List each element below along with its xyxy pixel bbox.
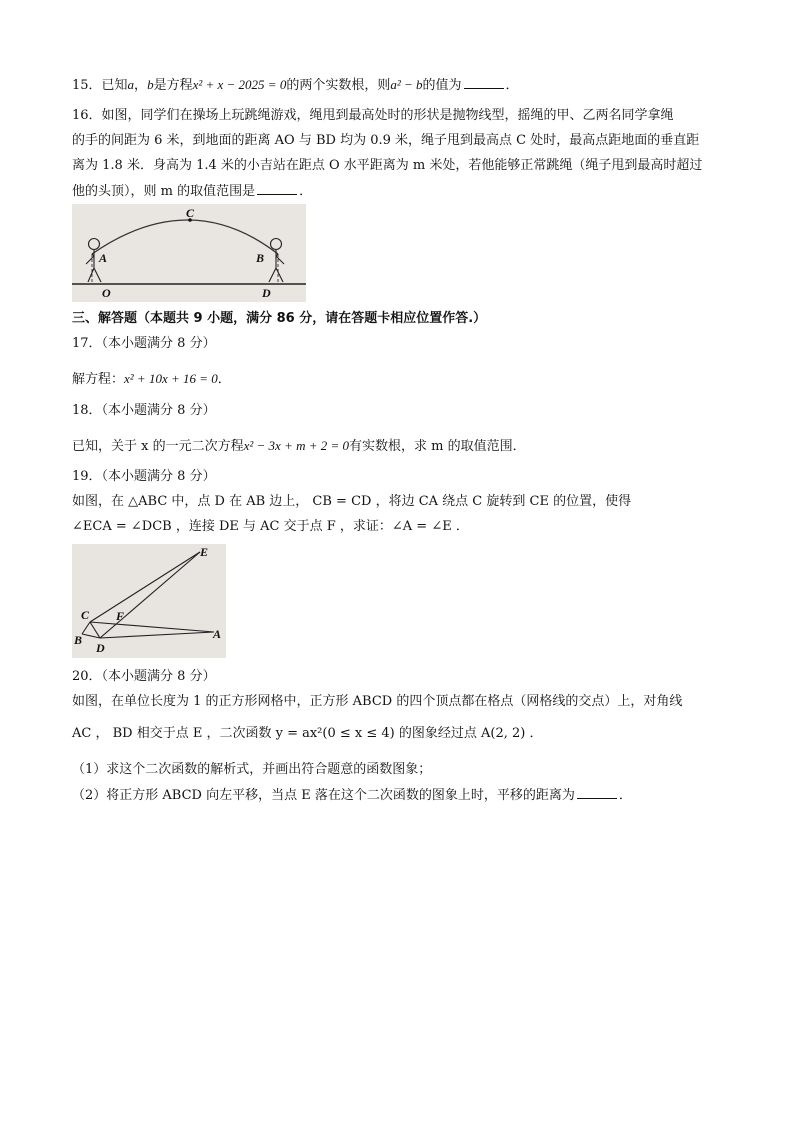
q20-head: 20．（本小题满分 8 分） (72, 669, 216, 684)
jump-rope-figure (72, 204, 306, 302)
answer-blank (257, 182, 297, 195)
q19-head: 19．（本小题满分 8 分） (72, 469, 216, 484)
q20-line-1: 如图，在单位长度为 1 的正方形网格中，正方形 ABCD 的四个顶点都在格点（网格线的交点）上，对角线 (72, 694, 683, 709)
q20-part-1: （1）求这个二次函数的解析式，并画出符合题意的函数图象； (72, 762, 432, 777)
q17-equation: x² + 10x + 16 = 0 (124, 371, 218, 386)
label-d: D (262, 286, 271, 300)
label-b: B (74, 633, 83, 647)
answer-blank (464, 76, 504, 89)
label-e: E (200, 545, 209, 559)
q19-line-1: 如图，在 △ABC 中，点 D 在 AB 边上， CB = CD ，将边 CA 绕点 C 旋转到 CE 的位置，使得 (72, 494, 632, 509)
label-c: C (186, 206, 195, 220)
answer-blank (577, 786, 617, 799)
section-heading: 三、解答题（本题共 9 小题，满分 86 分，请在答题卡相应位置作答.） (72, 311, 487, 326)
label-b: B (256, 251, 265, 265)
label-d: D (96, 641, 105, 655)
q17-body: 解方程：x² + 10x + 16 = 0． (72, 371, 231, 387)
label-c: C (81, 608, 90, 622)
q19-line-2: ∠ECA = ∠DCB ，连接 DE 与 AC 交于点 F ，求证：∠A = ∠E ． (72, 519, 469, 534)
q17-head: 17．（本小题满分 8 分） (72, 336, 216, 351)
q16-line-1: 16．如图，同学们在操场上玩跳绳游戏，绳甩到最高处时的形状是抛物线型，摇绳的甲、乙两名同学拿绳 (72, 108, 674, 123)
label-a: A (213, 627, 222, 641)
triangle-figure (72, 544, 226, 658)
q16-line-4: 他的头顶），则 m 的取值范围是 ． (72, 184, 313, 199)
q15-equation: x² + x − 2025 = 0 (192, 77, 287, 92)
label-o: O (102, 286, 111, 300)
q18-body: 已知，关于 x 的一元二次方程x² − 3x + m + 2 = 0有实数根，求 m 的取值范围． (72, 438, 526, 454)
q16-line-3: 离为 1.8 米．身高为 1.4 米的小吉站在距点 O 水平距离为 m 米处，若他能够正常跳绳（绳子甩到最高时超过 (72, 158, 703, 173)
label-f: F (116, 609, 125, 623)
q18-head: 18．（本小题满分 8 分） (72, 403, 216, 418)
q16-line-2: 的手的间距为 6 米，到地面的距离 AO 与 BD 均为 0.9 米，绳子甩到最高点 C 处时，最高点距地面的垂直距 (72, 133, 700, 148)
q20-line-2: AC ， BD 相交于点 E ，二次函数 y = ax²(0 ≤ x ≤ 4) 的图象经过点 A(2, 2) ． (72, 726, 543, 741)
label-a: A (99, 251, 108, 265)
q18-equation: x² − 3x + m + 2 = 0 (243, 438, 350, 453)
q15-text: 15．已知a，b是方程x² + x − 2025 = 0的两个实数根，则a² − b的值为 ． (72, 77, 519, 93)
q20-part-2: （2）将正方形 ABCD 向左平移，当点 E 落在这个二次函数的图象上时，平移的距离为 ． (72, 788, 632, 803)
